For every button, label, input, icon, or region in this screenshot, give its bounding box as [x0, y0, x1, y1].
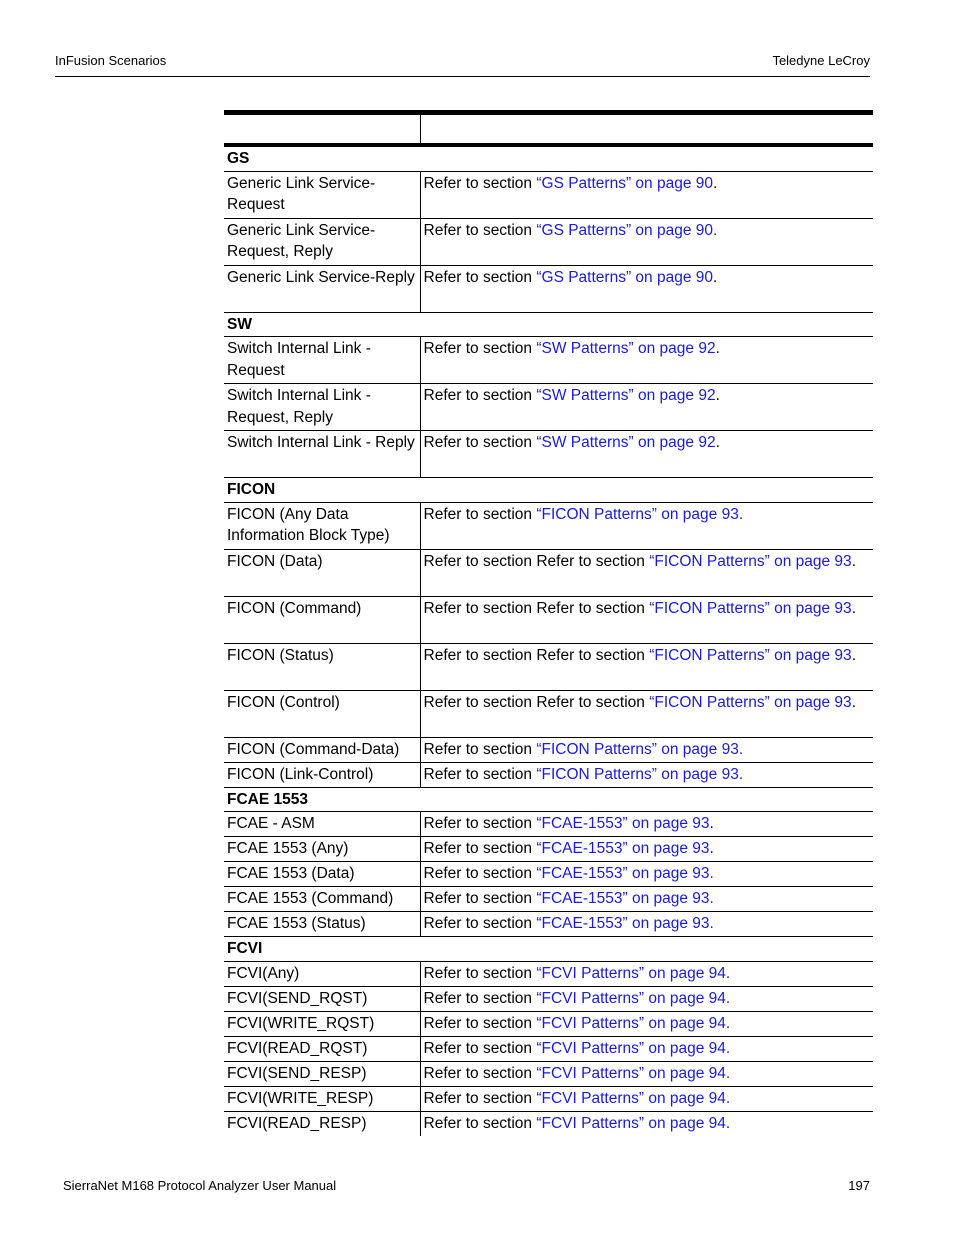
table-row — [224, 596, 873, 643]
table-row — [224, 218, 873, 265]
section-heading: FICON — [224, 478, 873, 503]
table-row — [224, 337, 873, 384]
description-text: Refer to section — [423, 890, 537, 907]
cross-reference-link[interactable]: “FCVI Patterns” on page 94. — [536, 1039, 731, 1057]
cross-reference-link[interactable]: “FICON Patterns” on page 93 — [649, 552, 852, 570]
frame-type-cell: FCAE - ASM — [224, 812, 420, 837]
description-text: Refer to section — [423, 340, 537, 357]
description-text: Refer to section — [423, 1064, 537, 1082]
description-cell — [420, 912, 873, 937]
description-text: Refer to section — [423, 915, 537, 932]
description-text: Refer to section Refer to section — [423, 693, 650, 711]
table-header-cell — [224, 113, 420, 146]
cross-reference-link[interactable]: “FCVI Patterns” on page 94. — [536, 989, 731, 1007]
description-text: Refer to section Refer to section — [423, 552, 650, 570]
frame-type-cell: FICON (Link-Control) — [224, 762, 420, 787]
table-row — [224, 912, 873, 937]
table-row — [224, 1011, 873, 1036]
description-cell — [420, 643, 873, 690]
frame-type-cell: Switch Internal Link - Request — [224, 337, 420, 384]
cross-reference-link[interactable]: “FICON Patterns” on page 93 — [649, 646, 852, 664]
cross-reference-link[interactable]: “FCAE-1553” on page 93. — [536, 890, 714, 907]
description-punctuation: . — [713, 174, 718, 192]
description-punctuation: . — [851, 646, 856, 664]
running-header-company: Teledyne LeCroy — [772, 53, 870, 68]
frame-type-cell: FICON (Command) — [224, 596, 420, 643]
frame-type-cell: FICON (Status) — [224, 643, 420, 690]
description-cell — [420, 762, 873, 787]
cross-reference-link[interactable]: “FCAE-1553” on page 93. — [536, 915, 714, 932]
table-row — [224, 1111, 873, 1136]
section-heading-row — [224, 478, 873, 503]
table-row — [224, 384, 873, 431]
description-text: Refer to section — [423, 964, 537, 982]
description-punctuation: . — [713, 268, 718, 286]
cross-reference-link[interactable]: “GS Patterns” on page 90. — [536, 221, 718, 239]
cross-reference-link[interactable]: “GS Patterns” on page 90 — [536, 174, 713, 192]
cross-reference-link[interactable]: “FCVI Patterns” on page 94. — [536, 1114, 731, 1132]
cross-reference-link[interactable]: “FCAE-1553” on page 93 — [536, 840, 710, 857]
table-row — [224, 549, 873, 596]
table-row — [224, 431, 873, 478]
cross-reference-link[interactable]: “FCVI Patterns” on page 94. — [536, 1089, 731, 1107]
page-number: 197 — [848, 1178, 870, 1193]
table-row — [224, 961, 873, 986]
section-heading: GS — [224, 145, 873, 171]
description-text: Refer to section — [423, 505, 537, 523]
frame-type-cell: Switch Internal Link - Request, Reply — [224, 384, 420, 431]
description-cell — [420, 1036, 873, 1061]
table-row — [224, 690, 873, 737]
table-row — [224, 265, 873, 312]
description-punctuation: . — [851, 552, 856, 570]
table-row — [224, 1086, 873, 1111]
description-cell — [420, 502, 873, 549]
description-cell — [420, 1086, 873, 1111]
section-heading: FCAE 1553 — [224, 787, 873, 812]
description-text: Refer to section — [423, 989, 537, 1007]
header-divider — [55, 76, 870, 77]
frame-type-cell: FICON (Any Data Information Block Type) — [224, 502, 420, 549]
frame-type-cell: FCVI(SEND_RQST) — [224, 986, 420, 1011]
frame-type-cell: Generic Link Service-Reply — [224, 265, 420, 312]
description-cell — [420, 1061, 873, 1086]
description-cell — [420, 384, 873, 431]
description-cell — [420, 431, 873, 478]
cross-reference-link[interactable]: “FICON Patterns” on page 93 — [649, 599, 852, 617]
description-cell — [420, 596, 873, 643]
description-text: Refer to section — [423, 221, 537, 239]
frame-type-cell: FICON (Command-Data) — [224, 737, 420, 762]
description-cell — [420, 337, 873, 384]
description-punctuation: . — [709, 815, 714, 832]
frame-type-cell: Generic Link Service-Request — [224, 171, 420, 218]
frame-type-cell: FCVI(WRITE_RESP) — [224, 1086, 420, 1111]
footer-manual-title: SierraNet M168 Protocol Analyzer User Manual — [63, 1178, 337, 1193]
description-text: Refer to section — [423, 840, 537, 857]
cross-reference-link[interactable]: “SW Patterns” on page 92 — [536, 340, 716, 357]
frame-type-cell: FICON (Control) — [224, 690, 420, 737]
frame-type-cell: Generic Link Service-Request, Reply — [224, 218, 420, 265]
description-text: Refer to section — [423, 1014, 537, 1032]
description-cell — [420, 986, 873, 1011]
description-text: Refer to section — [423, 1114, 537, 1132]
frame-type-cell: FCVI(SEND_RESP) — [224, 1061, 420, 1086]
cross-reference-link[interactable]: “SW Patterns” on page 92 — [536, 434, 716, 451]
table-row — [224, 643, 873, 690]
description-cell — [420, 1011, 873, 1036]
frame-type-cell: FCVI(WRITE_RQST) — [224, 1011, 420, 1036]
description-text: Refer to section — [423, 1089, 537, 1107]
cross-reference-link[interactable]: “FICON Patterns” on page 93. — [536, 765, 744, 783]
description-punctuation: . — [715, 387, 720, 404]
description-text: Refer to section — [423, 765, 537, 783]
frame-type-cell: FCAE 1553 (Data) — [224, 862, 420, 887]
description-text: Refer to section — [423, 740, 537, 758]
description-cell — [420, 265, 873, 312]
table-row — [224, 1036, 873, 1061]
cross-reference-link[interactable]: “FCAE-1553” on page 93. — [536, 865, 714, 882]
table-row — [224, 762, 873, 787]
description-cell — [420, 837, 873, 862]
description-text: Refer to section — [423, 387, 537, 404]
description-cell — [420, 171, 873, 218]
description-text: Refer to section — [423, 268, 537, 286]
running-header-title: InFusion Scenarios — [55, 53, 167, 68]
description-text: Refer to section — [423, 434, 537, 451]
description-text: Refer to section — [423, 174, 537, 192]
frame-type-cell: FCAE 1553 (Any) — [224, 837, 420, 862]
frame-type-cell: FCVI(READ_RQST) — [224, 1036, 420, 1061]
table-header-cell — [420, 113, 873, 146]
description-punctuation: . — [709, 840, 714, 857]
frame-type-cell: FCAE 1553 (Command) — [224, 887, 420, 912]
description-cell — [420, 812, 873, 837]
cross-reference-link[interactable]: “GS Patterns” on page 90 — [536, 268, 713, 286]
description-cell — [420, 737, 873, 762]
description-text: Refer to section — [423, 1039, 537, 1057]
table-row — [224, 837, 873, 862]
table-row — [224, 862, 873, 887]
frame-type-cell: FICON (Data) — [224, 549, 420, 596]
cross-reference-link[interactable]: “FICON Patterns” on page 93 — [649, 693, 852, 711]
protocol-reference-table — [224, 110, 873, 1136]
table-row — [224, 737, 873, 762]
section-heading: FCVI — [224, 937, 873, 962]
description-cell — [420, 690, 873, 737]
cross-reference-link[interactable]: “FICON Patterns” on page 93. — [536, 505, 744, 523]
section-heading-row — [224, 312, 873, 337]
section-heading-row — [224, 937, 873, 962]
description-cell — [420, 549, 873, 596]
description-cell — [420, 862, 873, 887]
description-text: Refer to section Refer to section — [423, 599, 650, 617]
frame-type-cell: Switch Internal Link - Reply — [224, 431, 420, 478]
frame-type-cell: FCAE 1553 (Status) — [224, 912, 420, 937]
description-text: Refer to section — [423, 815, 537, 832]
description-punctuation: . — [715, 434, 720, 451]
description-punctuation: . — [851, 599, 856, 617]
description-cell — [420, 887, 873, 912]
description-text: Refer to section Refer to section — [423, 646, 650, 664]
cross-reference-link[interactable]: “FICON Patterns” on page 93. — [536, 740, 744, 758]
table-row — [224, 812, 873, 837]
frame-type-cell: FCVI(Any) — [224, 961, 420, 986]
description-text: Refer to section — [423, 865, 537, 882]
description-cell — [420, 218, 873, 265]
cross-reference-link[interactable]: “FCVI Patterns” on page 94. — [536, 964, 731, 982]
description-cell — [420, 961, 873, 986]
description-cell — [420, 1111, 873, 1136]
table-row — [224, 502, 873, 549]
cross-reference-link[interactable]: “FCVI Patterns” on page 94. — [536, 1014, 731, 1032]
cross-reference-link[interactable]: “FCAE-1553” on page 93 — [536, 815, 710, 832]
table-row — [224, 1061, 873, 1086]
cross-reference-link[interactable]: “FCVI Patterns” on page 94. — [536, 1064, 731, 1082]
section-heading-row — [224, 787, 873, 812]
section-heading: SW — [224, 312, 873, 337]
frame-type-cell: FCVI(READ_RESP) — [224, 1111, 420, 1136]
description-punctuation: . — [851, 693, 856, 711]
cross-reference-link[interactable]: “SW Patterns” on page 92 — [536, 387, 716, 404]
section-heading-row — [224, 145, 873, 171]
table-header-row — [224, 113, 873, 146]
table-row — [224, 171, 873, 218]
table-row — [224, 986, 873, 1011]
table-row — [224, 887, 873, 912]
description-punctuation: . — [715, 340, 720, 357]
